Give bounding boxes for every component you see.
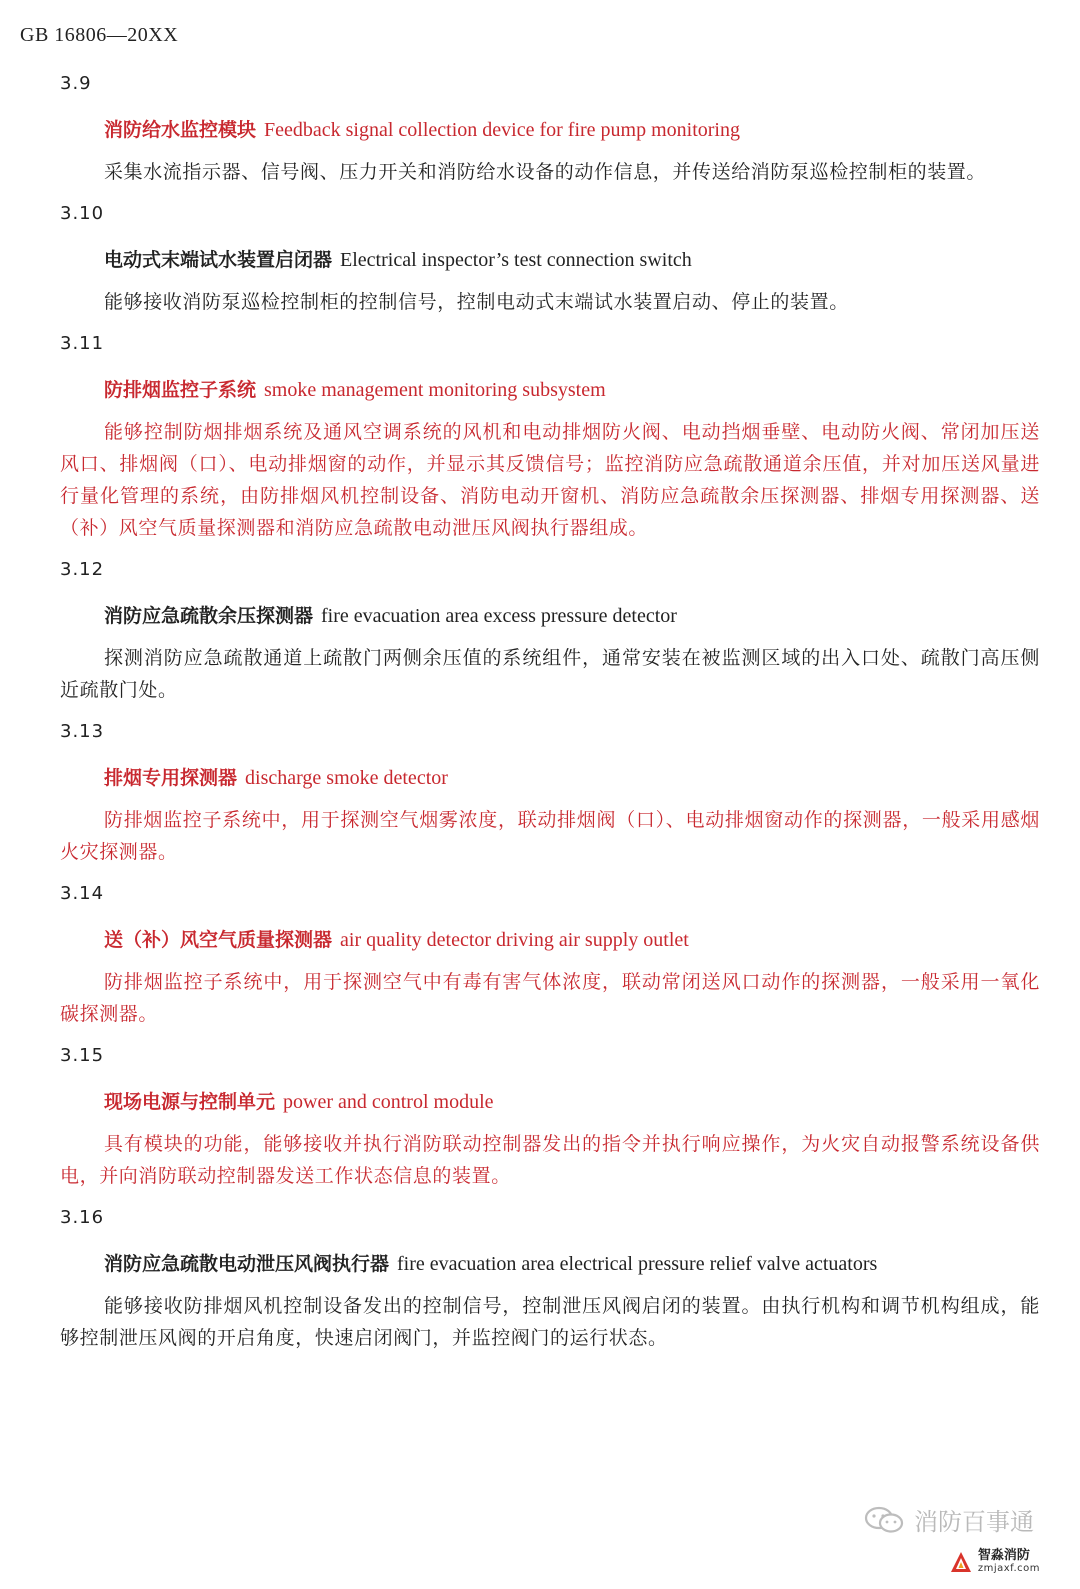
section-number: 3.10 (60, 203, 105, 224)
term-english: power and control module (283, 1091, 494, 1113)
term-definition: 能够接收防排烟风机控制设备发出的控制信号，控制泄压风阀启闭的装置。由执行机构和调节机构组成，能够控制泄压风阀的开启角度，快速启闭阀门，并监控阀门的运行状态。 (60, 1295, 1040, 1349)
term-definition: 防排烟监控子系统中，用于探测空气中有毒有害气体浓度，联动常闭送风口动作的探测器，一般采用一氧化碳探测器。 (60, 971, 1040, 1025)
section-number: 3.9 (60, 73, 92, 94)
section-number: 3.11 (60, 333, 105, 354)
term-heading (60, 764, 1040, 792)
term-chinese: 现场电源与控制单元 (104, 1091, 276, 1113)
term-entry (60, 70, 1040, 188)
term-heading (60, 376, 1040, 404)
term-english: fire evacuation area electrical pressure relief valve actuators (397, 1253, 878, 1275)
term-entry (60, 880, 1040, 1030)
term-definition: 具有模块的功能，能够接收并执行消防联动控制器发出的指令并执行响应操作，为火灾自动报警系统设备供电，并向消防联动控制器发送工作状态信息的装置。 (60, 1133, 1040, 1187)
standard-header: GB 16806—20XX (20, 24, 179, 46)
logo (950, 1549, 1040, 1575)
term-entry (60, 200, 1040, 318)
term-chinese: 消防应急疏散余压探测器 (104, 605, 314, 627)
term-definition: 采集水流指示器、信号阀、压力开关和消防给水设备的动作信息，并传送给消防泵巡检控制柜的装置。 (104, 161, 987, 183)
section-number: 3.16 (60, 1207, 105, 1228)
term-heading (60, 1250, 1040, 1278)
watermark-text: 消防百事通 (914, 1508, 1034, 1536)
section-number: 3.15 (60, 1045, 105, 1066)
watermark (862, 1502, 1034, 1537)
logo-name: 智淼消防 (977, 1548, 1030, 1563)
section-number: 3.12 (60, 559, 105, 580)
term-definition: 能够接收消防泵巡检控制柜的控制信号，控制电动式末端试水装置启动、停止的装置。 (104, 291, 849, 313)
term-english: air quality detector driving air supply outlet (340, 929, 689, 951)
term-entry (60, 556, 1040, 706)
logo-url: zmjaxf.com (977, 1563, 1040, 1574)
section-number: 3.13 (60, 721, 105, 742)
term-entry (60, 330, 1040, 544)
term-chinese: 防排烟监控子系统 (104, 379, 257, 401)
term-entry (60, 718, 1040, 868)
term-chinese: 消防应急疏散电动泄压风阀执行器 (104, 1253, 390, 1275)
term-definition: 探测消防应急疏散通道上疏散门两侧余压值的系统组件，通常安装在被监测区域的出入口处、疏散门高压侧近疏散门处。 (60, 647, 1040, 701)
logo-mark-icon (950, 1551, 972, 1573)
wechat-icon (862, 1505, 906, 1535)
term-heading (60, 926, 1040, 954)
term-heading (60, 602, 1040, 630)
term-entry (60, 1042, 1040, 1192)
term-english: fire evacuation area excess pressure detector (321, 605, 677, 627)
term-chinese: 排烟专用探测器 (104, 767, 238, 789)
term-chinese: 送（补）风空气质量探测器 (104, 929, 333, 951)
term-english: Electrical inspector’s test connection switch (340, 249, 692, 271)
term-english: Feedback signal collection device for fire pump monitoring (264, 119, 740, 141)
term-chinese: 电动式末端试水装置启闭器 (104, 249, 333, 271)
term-definition: 防排烟监控子系统中，用于探测空气烟雾浓度，联动排烟阀（口）、电动排烟窗动作的探测器，一般采用感烟火灾探测器。 (60, 809, 1040, 863)
term-heading (60, 116, 1040, 144)
term-english: discharge smoke detector (245, 767, 448, 789)
document-body (60, 68, 1040, 1366)
term-heading (60, 246, 1040, 274)
term-heading (60, 1088, 1040, 1116)
term-entry (60, 1204, 1040, 1354)
section-number: 3.14 (60, 883, 105, 904)
term-definition: 能够控制防烟排烟系统及通风空调系统的风机和电动排烟防火阀、电动挡烟垂壁、电动防火阀、常闭加压送风口、排烟阀（口）、电动排烟窗的动作，并显示其反馈信号；监控消防应急疏散通道余压值，并对加压送风量进行量化管理的系统，由防排烟风机控制设备、消防电动开窗机、消防应急疏散余压探测器、排烟专用探测器、送（补）风空气质量探测器和消防应急疏散电动泄压风阀执行器组成。 (60, 421, 1040, 539)
term-english: smoke management monitoring subsystem (264, 379, 606, 401)
term-chinese: 消防给水监控模块 (104, 119, 257, 141)
